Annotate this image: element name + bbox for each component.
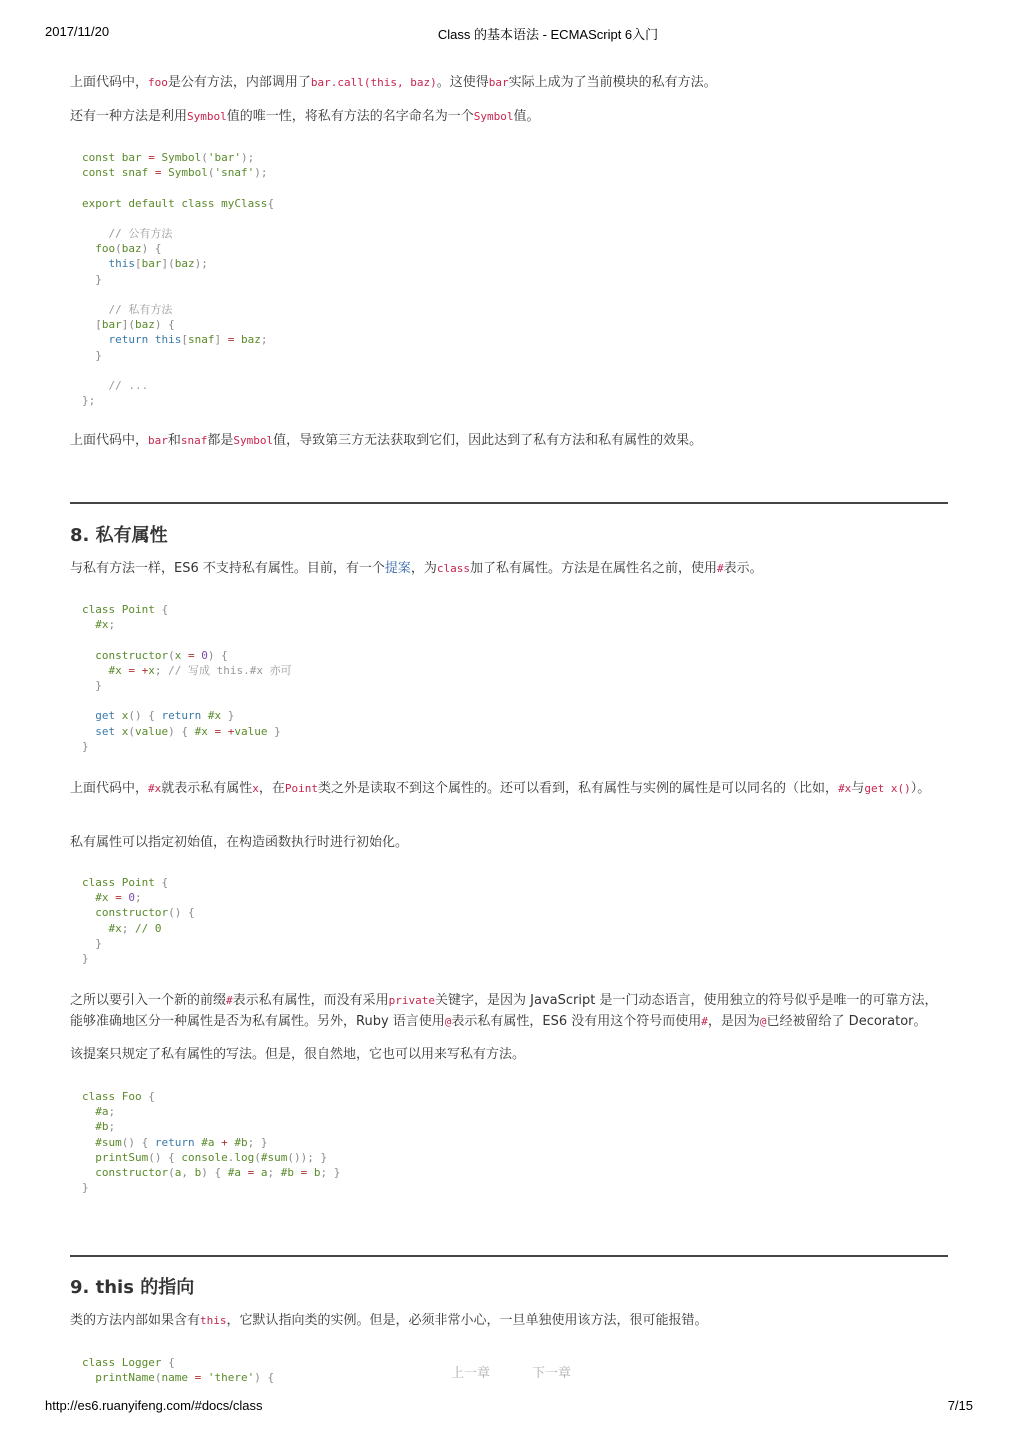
code-line: #x; // 0 [108, 921, 162, 935]
print-header [0, 24, 1018, 44]
code-line: #a; [95, 1105, 116, 1119]
code-line [82, 379, 148, 392]
code-line: class Point { [82, 603, 169, 616]
code-comment: // 私有方法 [95, 303, 173, 317]
text: 实际上成为了当前模块的私有方法。 [508, 75, 717, 90]
section-divider [70, 1255, 948, 1257]
code-block [70, 150, 274, 408]
text: 和 [167, 433, 181, 448]
inline-code: foo [148, 76, 168, 89]
code-line: return this[snaf] = baz; [108, 333, 268, 347]
inline-code: # [717, 562, 724, 575]
text: 表示私有属性，ES6 没有用这个符号而使用 [451, 1014, 702, 1029]
code-line: const snaf = Symbol('snaf'); [82, 166, 268, 180]
paragraph: 私有属性可以指定初始值，在构造函数执行时进行初始化。 [70, 835, 409, 850]
code-line: } [82, 936, 102, 950]
code-line: #b; [95, 1120, 116, 1134]
code-block [70, 875, 195, 966]
inline-code: @ [759, 1015, 767, 1028]
code-line: [bar](baz) { [82, 318, 175, 332]
code-line: } [82, 739, 89, 753]
code-comment: // ... [95, 379, 149, 393]
text: ，在 [258, 781, 285, 796]
proposal-link[interactable]: 提案 [384, 561, 411, 576]
code-line: printName(name = 'there') { [95, 1371, 275, 1385]
text: 。这使得 [436, 75, 489, 90]
code-line: export default class myClass{ [82, 196, 275, 210]
inline-code: bar [148, 434, 168, 447]
paragraph [70, 106, 540, 127]
code-line: constructor(a, b) { #a = a; #b = b; } [95, 1166, 341, 1180]
text: 都是 [207, 433, 234, 448]
code-line: foo(baz) { [95, 242, 162, 256]
print-date: 2017/11/20 [45, 24, 110, 39]
text: 值，导致第三方无法获取到它们，因此达到了私有方法和私有属性的效果。 [273, 433, 703, 448]
section-heading: 9. this 的指向 [70, 1277, 195, 1298]
text: 值的唯一性，将私有方法的名字命名为一个 [226, 109, 474, 124]
paragraph [70, 430, 702, 451]
text: 表示。 [723, 561, 763, 576]
code-line: set x(value) { #x = +value } [95, 724, 281, 738]
inline-code: snaf [180, 434, 208, 447]
inline-code: bar [488, 76, 509, 89]
text: 表示私有属性，而没有采用 [232, 993, 389, 1008]
paragraph [70, 778, 948, 799]
inline-code: get x() [864, 782, 911, 795]
text: ，是因为 [707, 1014, 760, 1029]
section-divider [70, 502, 948, 504]
text: ，为 [410, 561, 437, 576]
code-block [70, 602, 292, 754]
print-title: Class 的基本语法 - ECMAScript 6入门 [437, 27, 659, 42]
text: 就表示私有属性 [161, 781, 253, 796]
paragraph [70, 1310, 708, 1331]
code-line: get x() { return #x } [95, 709, 235, 723]
text: 是公有方法，内部调用了 [167, 75, 311, 90]
inline-code: x [252, 782, 259, 795]
code-line: #x = 0; [95, 891, 142, 905]
text: 类之外是读取不到这个属性的。还可以看到，私有属性与实例的属性是可以同名的（比如， [318, 781, 839, 796]
text: ）。 [910, 781, 931, 796]
code-line: const bar = Symbol('bar'); [82, 151, 255, 164]
inline-code: bar.call(this, baz) [310, 76, 437, 89]
text: 上面代码中， [70, 75, 149, 90]
text: 已经被留给了 Decorator。 [766, 1014, 927, 1029]
print-footer [0, 1398, 1018, 1418]
code-line: } [82, 679, 102, 693]
inline-code: Symbol [473, 110, 514, 123]
page-number: 7/15 [947, 1398, 973, 1413]
code-line: constructor(x = 0) { [95, 648, 228, 662]
inline-code: private [388, 994, 436, 1007]
text: 加了私有属性。方法是在属性名之前，使用 [470, 561, 718, 576]
code-line: class Foo { [82, 1090, 155, 1103]
code-line: } [82, 1181, 89, 1195]
inline-code: #x [838, 782, 852, 795]
text: 还有一种方法是利用 [70, 109, 188, 124]
code-line [82, 303, 172, 316]
text: 类的方法内部如果含有 [70, 1313, 201, 1328]
code-line: class Point { [82, 876, 169, 889]
paragraph [70, 558, 763, 579]
inline-code: Point [284, 782, 319, 795]
paragraph: 该提案只规定了私有属性的写法。但是，很自然地，它也可以用来写私有方法。 [70, 1047, 526, 1062]
text: 与 [851, 781, 865, 796]
inline-code: @ [444, 1015, 452, 1028]
code-line: constructor() { [95, 906, 195, 920]
text: 值。 [513, 109, 540, 124]
code-line: #x; [95, 618, 116, 632]
code-line: }; [82, 394, 96, 408]
code-line [82, 227, 172, 240]
text: 之所以要引入一个新的前缀 [70, 993, 227, 1008]
text: ，它默认指向类的实例。但是，必须非常小心，一旦单独使用该方法，很可能报错。 [226, 1313, 708, 1328]
page-url: http://es6.ruanyifeng.com/#docs/class [45, 1398, 263, 1413]
code-line: #x = +x; // 写成 this.#x 亦可 [108, 663, 292, 677]
inline-code: Symbol [187, 110, 227, 123]
paragraph [70, 990, 948, 1032]
text: 关键字，是因为 JavaScript 是一门动态语言，使用独立的符号似乎是唯一的可靠方法，能够准确地区分一种属性是否为私有属性。另外，Ruby 语言使用 [70, 993, 938, 1029]
code-line: class Logger { [82, 1356, 175, 1369]
code-line: } [82, 348, 102, 362]
code-line: } [82, 272, 102, 286]
text: 上面代码中， [70, 781, 149, 796]
inline-code: #x [148, 782, 162, 795]
inline-code: this [200, 1314, 227, 1327]
code-block [70, 1089, 340, 1195]
code-line: this[bar](baz); [108, 257, 208, 271]
text: 上面代码中， [70, 433, 149, 448]
prev-chapter-link[interactable]: 上一章 [451, 1366, 491, 1381]
inline-code: class [436, 562, 471, 575]
code-line: } [82, 952, 89, 966]
code-comment: // 公有方法 [95, 227, 173, 241]
inline-code: Symbol [233, 434, 274, 447]
code-line: printSum() { console.log(#sum()); } [95, 1150, 328, 1164]
next-chapter-link[interactable]: 下一章 [532, 1366, 572, 1381]
paragraph [70, 72, 717, 93]
code-line: #sum() { return #a + #b; } [95, 1135, 268, 1149]
section-heading: 8. 私有属性 [70, 525, 168, 546]
text: 与私有方法一样，ES6 不支持私有属性。目前，有一个 [70, 561, 385, 576]
inline-code: # [701, 1015, 708, 1028]
code-block [70, 1355, 274, 1385]
inline-code: # [226, 994, 233, 1007]
